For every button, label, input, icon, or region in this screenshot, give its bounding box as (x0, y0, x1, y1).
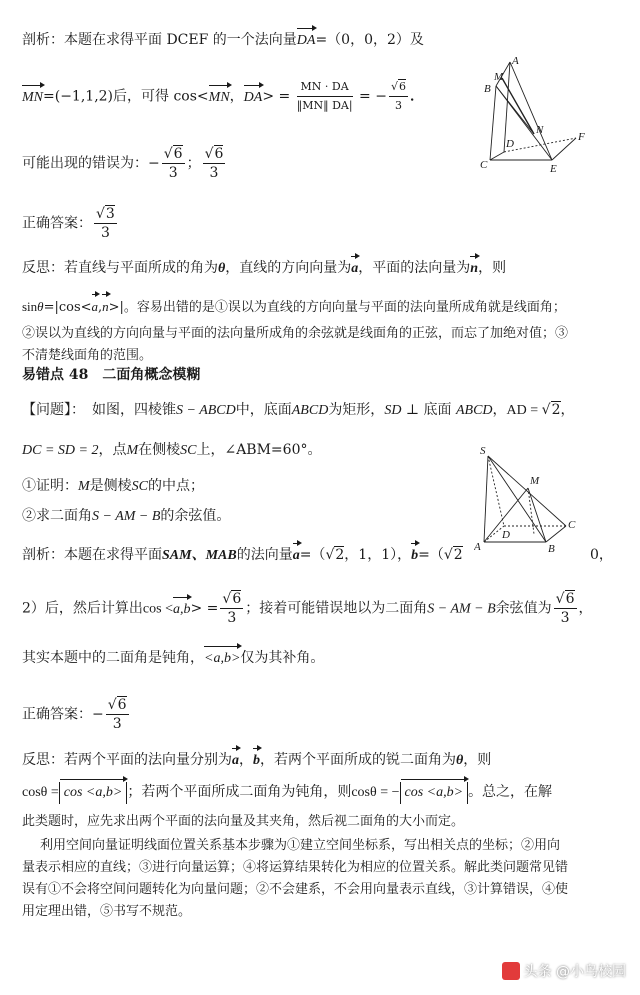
abs-cos-ab: cos <a,b> (59, 782, 128, 804)
sqrt2-b: 2 (453, 547, 463, 563)
reflect-line-1 (22, 258, 506, 279)
analysis2-text: 剖析：本题在求得平面 (22, 547, 162, 563)
theta: θ (37, 299, 44, 314)
fraction-neg-sqrt6-ans: $\frac{√6}{3}$ (107, 697, 127, 732)
question-text: 【问题】： 如图，四棱锥 (22, 402, 176, 418)
watermark-text: 头条 @小鸟校园 (523, 964, 626, 980)
dc-sd: DC = SD = 2 (22, 443, 99, 458)
reflect-text-3: ，平面的法向量为 (358, 260, 471, 276)
vector-b: b (253, 751, 260, 771)
semicolon: ； (186, 155, 201, 172)
angle-abm: 上，∠ABM=60°。 (196, 442, 322, 458)
sqrt6: 6 (232, 591, 242, 607)
vector-b: b (411, 546, 418, 566)
vector-a: a (351, 259, 358, 279)
question-text-2: 中，底面 (235, 402, 292, 418)
three: 3 (168, 165, 178, 181)
dihedral: S − AM − B (92, 509, 161, 524)
dot: ． (409, 88, 424, 105)
abs-cos: =|cos< (43, 300, 92, 315)
fraction-sqrt6-c: $\frac{√6}{3}$ (222, 591, 242, 626)
fig2-label-m: M (530, 475, 540, 487)
plane-sam: SAM (162, 548, 192, 563)
ad: ，AD = (492, 403, 542, 418)
analysis2-text-3: 2）后，然后计算出 (22, 600, 143, 617)
abcd: ABCD (291, 403, 329, 418)
comma: ， (239, 752, 253, 768)
watermark (502, 961, 626, 981)
fraction-sqrt3: $\frac{√3}{3}$ (96, 206, 115, 241)
theta: θ (218, 261, 226, 276)
sd: SD (384, 403, 402, 418)
fig1-label-d: D (506, 138, 514, 150)
three: 3 (112, 716, 122, 732)
summary-line-4: 用定理出错，⑤书写不规范。 (22, 904, 192, 919)
three: 3 (227, 610, 237, 626)
abcd-2: ABCD (455, 403, 493, 418)
fig2-label-s: S (480, 446, 486, 457)
answer-label: 正确答案： (22, 215, 92, 232)
answer-line-1 (22, 205, 119, 242)
angle-ab: <a,b> (204, 649, 240, 669)
vector-n: n (470, 259, 478, 279)
vector-mn: MN (22, 88, 43, 108)
reflect-text-5: >|。容易出错的是①误以为直线的方向向量与平面的法向量所成角就是线面角； (108, 300, 566, 315)
fig1-label-n: N (536, 124, 544, 136)
fraction-sqrt6-d: $\frac{√6}{3}$ (555, 591, 575, 626)
reflect-text: 反思：若直线与平面所成的角为 (22, 260, 218, 276)
answer-line-2 (22, 696, 131, 733)
three: 3 (209, 165, 219, 181)
fig1-label-c: C (480, 159, 488, 171)
reflect2-text: 反思：若两个平面的法向量分别为 (22, 752, 232, 768)
analysis2-text-5: 余弦值为 (495, 600, 552, 617)
sqrt3: 3 (105, 206, 115, 222)
three: 3 (394, 99, 402, 112)
dihedral-2: S − AM − B (427, 601, 496, 617)
sqrt6: 6 (117, 697, 127, 713)
sin: sin (22, 299, 38, 314)
part-1 (22, 476, 204, 497)
part-2 (22, 506, 230, 527)
analysis2-text-7: 仅为其补角。 (240, 650, 325, 666)
analysis2-text-4: ；接着可能错误地以为二面角 (245, 600, 428, 617)
question-line-1: 【问题】： 如图，四棱锥S − ABCD中，底面ABCD为矩形，SD ⊥ 底面 ABCD，AD = √2， (22, 402, 575, 418)
point-m: M (78, 479, 90, 494)
sqrt6: 6 (398, 80, 406, 93)
fig1-label-b: B (484, 83, 491, 95)
fig2-label-d: D (502, 529, 510, 541)
sqrt2: 2 (551, 402, 561, 418)
edge-sc: SC (180, 443, 197, 458)
comma: ， (560, 402, 575, 418)
vector-da-2: DA (244, 88, 263, 108)
reflect2-line-2 (22, 782, 552, 804)
analysis-line-2 (22, 78, 424, 115)
summary-line-3: 误有①不会将空间问题转化为向量问题；②不会建系，不会用向量表示直线，③计算错误，④使 (22, 882, 569, 897)
sqrt6: 6 (565, 591, 575, 607)
pyramid: S − ABCD (176, 403, 236, 418)
answer-label: 正确答案： (22, 706, 92, 723)
neg: − (148, 155, 160, 172)
question-line-2 (22, 440, 321, 461)
fig1-label-e: E (550, 163, 557, 175)
fraction-sqrt6-b: $\frac{√6}{3}$ (204, 146, 224, 181)
section-heading: 易错点 48 二面角概念模糊 (22, 367, 201, 383)
paren: =（ (299, 547, 326, 563)
vector-da: DA (297, 31, 316, 51)
vector-mn-2: MN (209, 88, 230, 108)
reflect2-text-2: ，若两个平面所成的锐二面角为 (260, 752, 456, 768)
three: 3 (100, 225, 110, 241)
point-m: M (126, 443, 139, 458)
fraction-neg-sqrt6: $\frac{√6}{3}$ (389, 78, 408, 115)
vector-a: a (232, 751, 239, 771)
figure-2-pyramid (474, 446, 594, 554)
mn-value: =(−1,1,2)后，可得 cos< (43, 88, 209, 105)
error-line (22, 145, 227, 182)
question-text-3: 为矩形， (328, 402, 385, 418)
fig2-label-a: A (474, 541, 481, 553)
three: 3 (560, 610, 570, 626)
fig2-label-b: B (548, 543, 555, 554)
sqrt2: 2 (335, 547, 345, 563)
reflect-text-2: ，直线的方向向量为 (225, 260, 352, 276)
fig1-label-a: A (512, 56, 519, 67)
eq: > = (190, 600, 219, 617)
reflect-line-4: 不清楚线面角的范围。 (22, 348, 153, 363)
cos-theta-neg: cosθ = − (351, 785, 400, 800)
toutiao-logo-icon (502, 962, 520, 980)
part2-text: ②求二面角 (22, 508, 92, 524)
fig2-label-c: C (568, 519, 576, 531)
comma: ， (229, 88, 244, 105)
reflect2-line-3: 此类题时，应先求出两个平面的法向量及其夹角，然后视二面角的大小而定。 (22, 814, 465, 829)
summary-line-1: 利用空间向量证明线面位置关系基本步骤为①建立空间坐标系，写出相关点的坐标；②用向 (40, 838, 561, 853)
fig1-label-m: M (494, 71, 504, 83)
frac-den: ‖MN‖ DA| (296, 99, 353, 112)
analysis-text-2: =（0，0，2）及 (315, 32, 424, 48)
abs-cos-ab-2: cos <a,b> (400, 782, 469, 804)
error-label: 可能出现的错误为： (22, 155, 148, 172)
a-coords: ，1，1）， (344, 547, 412, 563)
sqrt6: 6 (214, 146, 224, 162)
analysis-text: 剖析：本题在求得平面 DCEF 的一个法向量 (22, 32, 297, 48)
vector-n: n (102, 297, 109, 317)
text-on-edge: 在侧棱 (138, 442, 181, 458)
fig1-label-f: F (578, 131, 585, 143)
neg: − (92, 706, 104, 723)
cos-theta: cosθ = (22, 785, 59, 800)
paren-2: =（ (418, 547, 444, 563)
analysis-line-1 (22, 30, 424, 51)
reflect2-line-1 (22, 750, 491, 771)
eq-sign: > = (262, 88, 291, 105)
analysis2-line-2: 2）后，然后计算出cos <a,b> = $\frac{√6}{3}$ ；接着可能错误地以为二面角S − AM − B余弦值为 $\frac{√6}{3}$ ， (22, 591, 593, 626)
part2-text-2: 的余弦值。 (160, 508, 231, 524)
perp: ⊥ 底面 (401, 402, 456, 418)
reflect2-text-3: ，则 (463, 752, 492, 768)
theta: θ (456, 753, 464, 768)
part1-text-2: 是侧棱 (89, 478, 132, 494)
fraction-cos (297, 78, 353, 115)
reflect2-text-4: ；若两个平面所成二面角为钝角，则 (127, 784, 352, 800)
part1-text-3: 的中点； (148, 478, 205, 494)
vector-a: a (92, 297, 99, 317)
reflect2-text-5: 。总之，在解 (468, 784, 553, 800)
reflect-line-2: sinθ=|cos<a,n>|。容易出错的是①误以为直线的方向向量与平面的法向量所成角就是线面角； (22, 299, 566, 315)
analysis2-line-3 (22, 648, 324, 669)
cos: cos < (142, 601, 173, 617)
reflect-text-4: ，则 (478, 260, 507, 276)
reflect-line-3: ②误以为直线的方向向量与平面的法向量所成角的余弦就是线面角的正弦，而忘了加绝对值；③ (22, 326, 569, 341)
fraction-sqrt6-a: $\frac{√6}{3}$ (163, 146, 183, 181)
edge-sc: SC (131, 479, 149, 494)
zero-coord: 0， (590, 547, 613, 563)
summary-line-2: 量表示相应的直线；③进行向量运算；④将运算结果转化为相应的位置关系。解此类问题常见错 (22, 860, 569, 875)
figure-1-diagram (466, 56, 596, 176)
part1-text: ①证明： (22, 478, 78, 494)
plane-mab: 、MAB (191, 548, 237, 563)
vector-a: a (293, 546, 300, 566)
analysis2-text-6: 其实本题中的二面角是钝角， (22, 650, 204, 666)
frac-num: MN · DA (297, 78, 353, 97)
analysis2-text-2: 的法向量 (236, 547, 293, 563)
analysis2-line-1: 剖析：本题在求得平面SAM、MAB的法向量a=（√2，1，1），b=（√2 (22, 545, 463, 566)
sqrt6: 6 (173, 146, 183, 162)
eq-neg: = − (359, 88, 387, 105)
vectors-ab: a,b (173, 600, 191, 620)
text-point: ，点 (98, 442, 127, 458)
